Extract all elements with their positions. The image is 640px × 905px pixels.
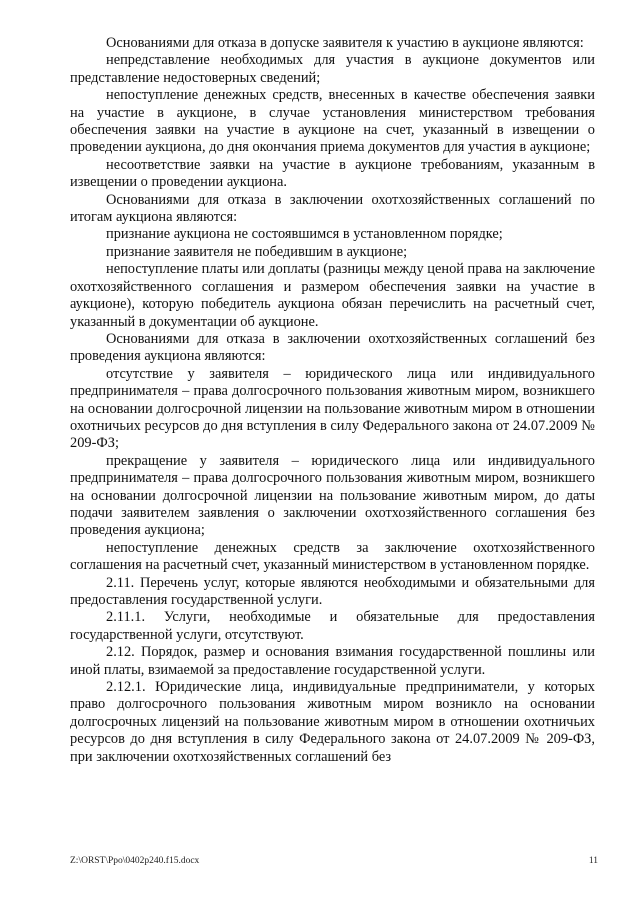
paragraph: 2.12.1. Юридические лица, индивидуальные предприниматели, у которых право долгосрочного пользования животным миром возникло на основании долгосрочных лицензий на пользование животным миром в отношении охотничьих ресурсов до дня вступления в силу Федерального закона от 24.07.2009 № 209-ФЗ, при заключении охотхозяйственных соглашений без [70, 679, 595, 765]
paragraph: признание заявителя не победившим в аукционе; [106, 243, 408, 260]
paragraph: непоступление денежных средств за заключение охотхозяйственного соглашения на расчетный счет, указанный министерством в установленном порядке. [70, 539, 595, 574]
paragraph: отсутствие у заявителя – юридического лица или индивидуального предпринимателя – права долгосрочного пользования животным миром, возникшего на основании долгосрочной лицензии на пользование животным миром в отношении охотничьих ресурсов до дня вступления в силу Федерального закона от 24.07.2009 № 209-ФЗ; [70, 365, 595, 452]
section-heading-2-12: 2.12. Порядок, размер и основания взимания государственной пошлины или иной платы, взимаемой за предоставление государственной услуги. [70, 644, 595, 678]
paragraph: 2.11.1. Услуги, необходимые и обязательные для предоставления государственной услуги, отсутствуют. [70, 609, 595, 643]
file-path: Z:\ORST\Ppo\0402p240.f15.docx [70, 856, 200, 866]
paragraph: прекращение у заявителя – юридического лица или индивидуального предпринимателя – права долгосрочного пользования животным миром, возникшего на основании долгосрочной лицензии на пользование животным миром, до даты подачи заявителем заявления о заключении охотхозяйственного соглашения без проведения аукциона; [70, 452, 595, 539]
section-heading-2-11: 2.11. Перечень услуг, которые являются необходимыми и обязательными для предоставления государственной услуги. [70, 574, 595, 608]
document-body [70, 35, 595, 766]
paragraph: признание аукциона не состоявшимся в установленном порядке; [106, 226, 503, 243]
paragraph: Основаниями для отказа в заключении охотхозяйственных соглашений без проведения аукциона являются: [70, 330, 595, 365]
page-number: 11 [588, 856, 598, 866]
paragraph: непредставление необходимых для участия в аукционе документов или представление недостоверных сведений; [70, 52, 595, 86]
paragraph: несоответствие заявки на участие в аукционе требованиям, указанным в извещении о проведении аукциона. [70, 156, 595, 191]
paragraph: Основаниями для отказа в допуске заявителя к участию в аукционе являются: [106, 35, 584, 51]
paragraph: непоступление денежных средств, внесенных в качестве обеспечения заявки на участие в аукционе, в случае установления министерством требования обеспечения заявки на участие в аукционе на счет, указанный в извещении о проведении аукциона, до дня окончания приема документов для участия в аукционе; [70, 87, 595, 156]
page-footer [70, 856, 598, 866]
paragraph: непоступление платы или доплаты (разницы между ценой права на заключение охотхозяйственного соглашения и размером обеспечения заявки на участие в аукционе), которую победитель аукциона обязан перечислить на расчетный счет, указанный в документации об аукционе. [70, 261, 595, 330]
paragraph: Основаниями для отказа в заключении охотхозяйственных соглашений по итогам аукциона являются: [70, 191, 595, 226]
